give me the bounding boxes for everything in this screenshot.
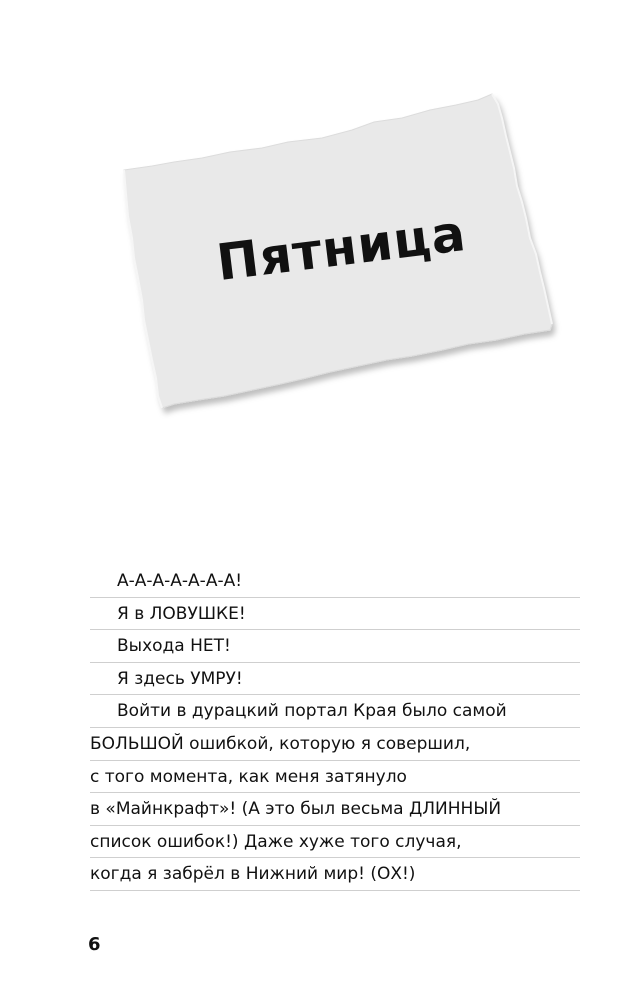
text-line: А-А-А-А-А-А-А!	[90, 565, 580, 598]
text-line: Войти в дурацкий портал Края было самой	[90, 695, 580, 728]
text-line: с того момента, как меня затянуло	[90, 761, 580, 794]
text-line: список ошибок!) Даже хуже того случая,	[90, 826, 580, 859]
text-line: Выхода НЕТ!	[90, 630, 580, 663]
text-line: Я в ЛОВУШКЕ!	[90, 598, 580, 631]
page-number: 6	[88, 934, 101, 955]
chapter-title: Пятница	[213, 204, 470, 293]
text-line: когда я забрёл в Нижний мир! (ОХ!)	[90, 858, 580, 891]
diary-text	[90, 565, 580, 891]
text-line: в «Майнкрафт»! (А это был весьма ДЛИННЫЙ	[90, 793, 580, 826]
text-line: Я здесь УМРУ!	[90, 663, 580, 696]
torn-paper-note	[112, 78, 572, 428]
text-line: БОЛЬШОЙ ошибкой, которую я совершил,	[90, 728, 580, 761]
